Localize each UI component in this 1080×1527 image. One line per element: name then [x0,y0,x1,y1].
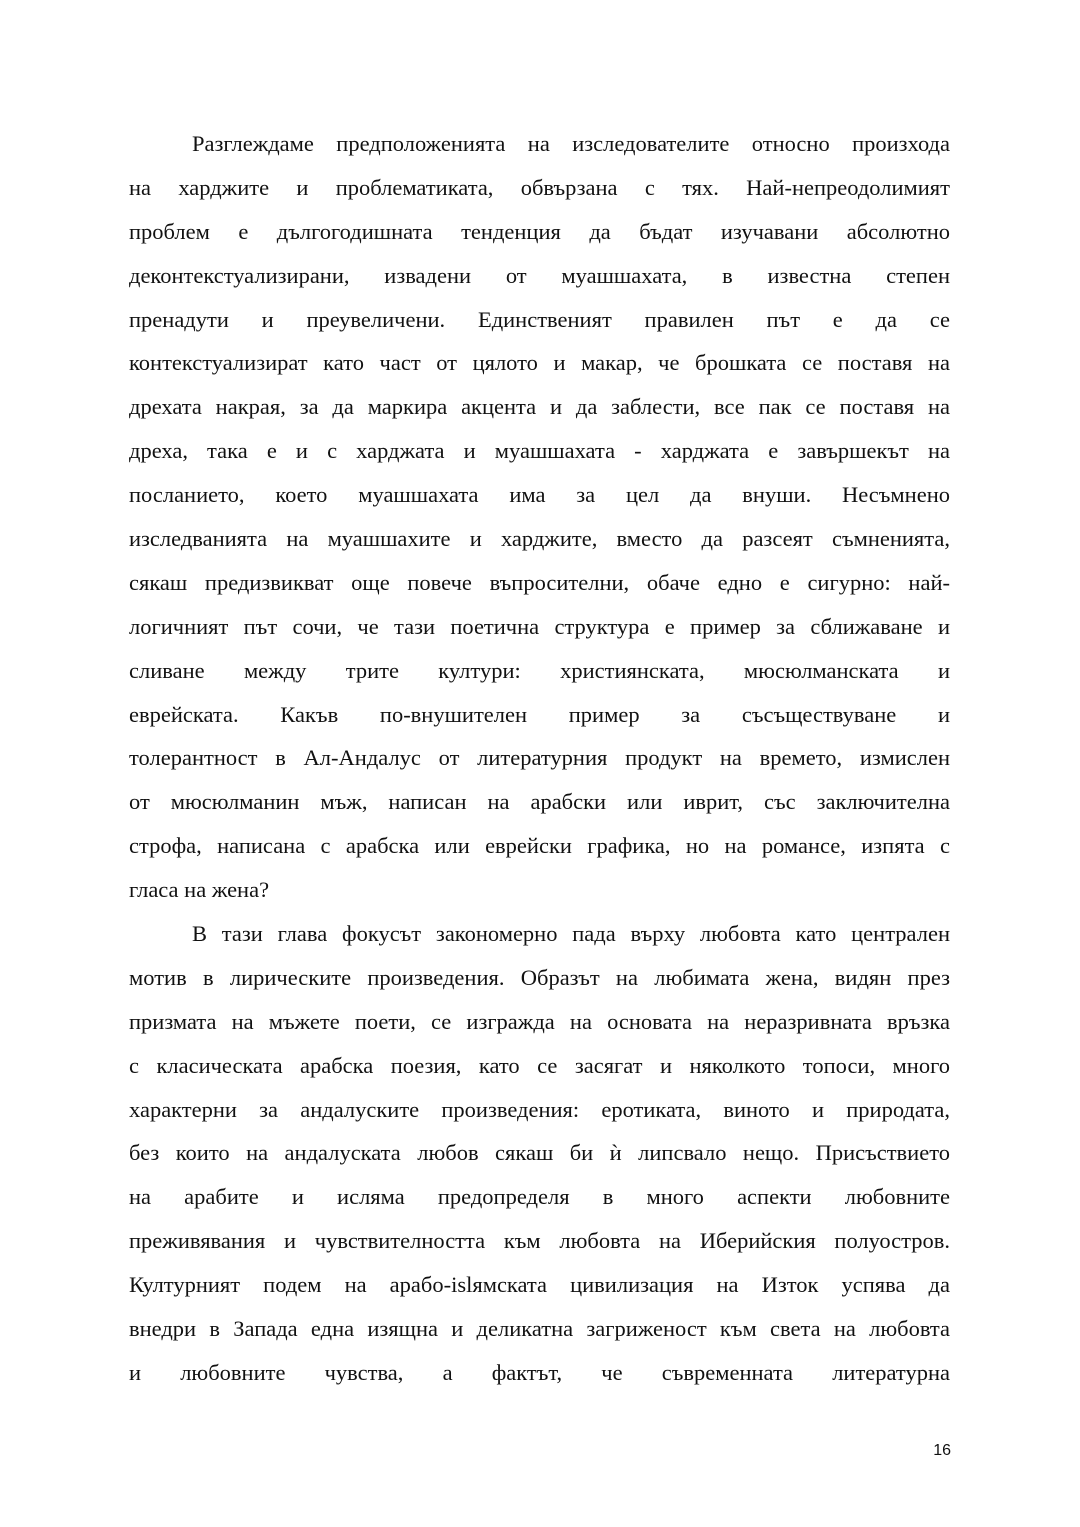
text-line: еврейската. Какъв по-внушителен пример за съсъществуване и [129,701,950,727]
text-line: с класическата арабска поезия, като се засягат и няколкото топоси, много [129,1052,950,1078]
paragraph-1 [129,122,950,912]
text-line: мотив в лирическите произведения. Образът на любимата жена, видян през [129,964,950,990]
text-line: строфа, написана с арабска или еврейски графика, но на романсе, изпята с [129,833,950,859]
text-line: контекстуализират като част от цялото и макар, че брошката се поставя на [129,350,950,376]
text-line: Културният подем на арабо-islямската цивилизация на Изток успява да [129,1272,950,1298]
text-line: дреха, така е и с харджата и муашшахата - харджата е завършекът на [129,438,950,464]
text-line: характерни за андалуските произведения: еротиката, виното и природата, [129,1096,950,1122]
text-line: деконтекстуализирани, извадени от муашшахата, в известна степен [129,262,950,288]
body-text [129,122,950,1395]
text-line: логичният път сочи, че тази поетична структура е пример за сближаване и [129,613,950,639]
text-line: преживявания и чувствителността към любовта на Иберийския полуостров. [129,1228,950,1254]
text-line: внедри в Запада една изящна и деликатна загриженост към света на любовта [129,1316,950,1342]
text-line: пренадути и преувеличени. Единственият правилен път е да се [129,306,950,332]
text-line: изследванията на муашшахите и харджите, вместо да разсеят съмненията, [129,526,950,552]
text-line: дрехата накрая, за да маркира акцента и да заблести, все пак се поставя на [129,394,950,420]
text-line: на харджите и проблематиката, обвързана с тях. Най-непреодолимият [129,174,950,200]
text-line: призмата на мъжете поети, се изгражда на основата на неразривната връзка [129,1008,950,1034]
text-line: и любовните чувства, а фактът, че съвременната литературна [129,1359,950,1385]
text-line: на арабите и исляма предопределя в много аспекти любовните [129,1184,950,1210]
text-line: без които на андалуската любов сякаш би ѝ липсвало нещо. Присъствието [129,1140,950,1166]
text-line: В тази глава фокусът закономерно пада върху любовта като централен [192,921,950,947]
text-line: проблем е дългогодишната тенденция да бъдат изучавани абсолютно [129,218,950,244]
text-line: гласа на жена? [129,877,270,903]
text-line: от мюсюлманин мъж, написан на арабски или иврит, със заключителна [129,789,950,815]
text-line: Разглеждаме предположенията на изследователите относно произхода [192,131,950,156]
text-line: сливане между трите култури: християнската, мюсюлманската и [129,657,950,683]
paragraph-2 [129,912,950,1395]
text-line: посланието, което муашшахата има за цел да внуши. Несъмнено [129,482,950,508]
text-line: сякаш предизвикват още повече въпросителни, обаче едно е сигурно: най- [129,569,950,595]
page-number: 16 [933,1442,951,1459]
text-line: толерантност в Ал-Андалус от литературния продукт на времето, измислен [129,745,950,771]
